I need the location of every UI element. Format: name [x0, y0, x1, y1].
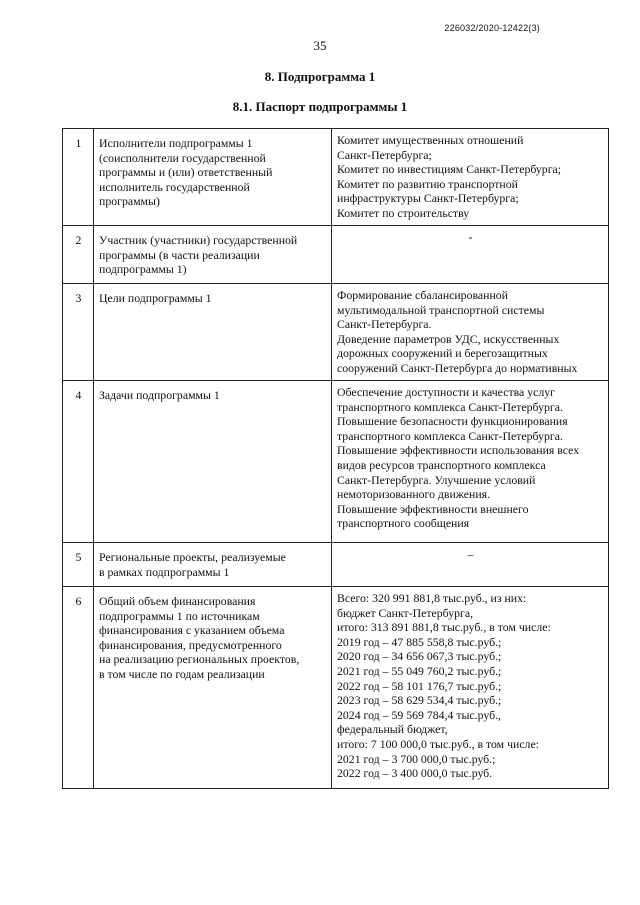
row-number: 1 [63, 129, 94, 226]
cell-text-line: транспортного комплекса Санкт-Петербурга. [337, 428, 563, 443]
cell-text-line: программы) [99, 194, 160, 209]
cell-text-line: 2022 год – 3 400 000,0 тыс.руб. [337, 766, 493, 781]
row-number: 2 [63, 226, 94, 284]
row-label [94, 284, 332, 381]
row-value [332, 381, 609, 543]
cell-text-line: транспортного комплекса Санкт-Петербурга. [337, 399, 563, 414]
row-value [332, 129, 609, 226]
row-value [332, 587, 609, 789]
cell-text-line: Обеспечение доступности и качества услуг [337, 385, 555, 399]
cell-text-line: 2023 год – 58 629 534,4 тыс.руб.; [337, 693, 502, 708]
cell-text-line: Санкт-Петербурга; [337, 147, 432, 162]
cell-text-line: Комитет по инвестициям Санкт-Петербурга; [337, 162, 562, 177]
cell-text-line: программы (в части реализации [99, 247, 260, 262]
cell-text-line: сооружений Санкт-Петербурга до нормативных [337, 360, 578, 375]
cell-text-line: Санкт-Петербурга. Улучшение условий [337, 472, 536, 487]
row-label [94, 381, 332, 543]
cell-text-line: 2021 год – 3 700 000,0 тыс.руб.; [337, 751, 496, 766]
row-number: 5 [63, 543, 94, 587]
cell-text-line: финансирования, предусмотренного [99, 637, 282, 652]
cell-text-line: мультимодальной транспортной системы [337, 302, 545, 317]
cell-text-line: (соисполнители государственной [99, 150, 266, 165]
row-number: 6 [63, 587, 94, 789]
document-id: 226032/2020-12422(3) [444, 23, 540, 33]
cell-text-line: Комитет по развитию транспортной [337, 176, 518, 191]
cell-text-line: Доведение параметров УДС, искусственных [337, 331, 560, 346]
cell-text-line: транспортного сообщения [337, 516, 470, 531]
cell-text-line: 2022 год – 58 101 176,7 тыс.руб.; [337, 678, 502, 693]
page-number: 35 [313, 38, 327, 53]
cell-text-line: Комитет имущественных отношений [337, 133, 524, 147]
cell-text-line: Исполнители подпрограммы 1 [99, 136, 253, 150]
cell-text-line: Задачи подпрограммы 1 [99, 388, 220, 402]
passport-table-body [63, 129, 609, 789]
row-number: 4 [63, 381, 94, 543]
cell-text-line: Повышение безопасности функционирования [337, 414, 568, 429]
cell-text-line: Участник (участники) государственной [99, 233, 298, 247]
cell-text-line: - [468, 230, 473, 244]
cell-text-line: в рамках подпрограммы 1 [99, 564, 230, 579]
cell-text-line: исполнитель государственной [99, 179, 250, 194]
cell-text-line: дорожных сооружений и берегозащитных [337, 346, 548, 361]
cell-text-line: подпрограммы 1 по источникам [99, 608, 260, 623]
row-label [94, 587, 332, 789]
row-value [332, 543, 609, 587]
cell-text-line: Общий объем финансирования [99, 594, 256, 608]
table-row [63, 543, 609, 587]
cell-text-line: Региональные проекты, реализуемые [99, 550, 286, 564]
section-subtitle: 8.1. Паспорт подпрограммы 1 [232, 99, 408, 114]
row-value [332, 284, 609, 381]
cell-text-line: федеральный бюджет, [337, 722, 448, 737]
table-row [63, 284, 609, 381]
cell-text-line: немоторизованного движения. [337, 487, 491, 502]
cell-text-line: Комитет по строительству [337, 205, 470, 220]
cell-text-line: Формирование сбалансированной [337, 288, 508, 302]
cell-text-line: итого: 7 100 000,0 тыс.руб., в том числе: [337, 736, 539, 751]
section-title: 8. Подпрограмма 1 [264, 69, 376, 84]
cell-text-line: в том числе по годам реализации [99, 666, 265, 681]
cell-text-line: 2024 год – 59 569 784,4 тыс.руб., [337, 707, 501, 722]
table-row [63, 129, 609, 226]
row-number: 3 [63, 284, 94, 381]
cell-text-line: 2021 год – 55 049 760,2 тыс.руб.; [337, 663, 502, 678]
table-row [63, 381, 609, 543]
cell-text-line: Повышение эффективности внешнего [337, 501, 529, 516]
row-label [94, 226, 332, 284]
row-label [94, 129, 332, 226]
cell-text-line: программы и (или) ответственный [99, 165, 273, 180]
cell-text-line: на реализацию региональных проектов, [99, 652, 300, 667]
row-value [332, 226, 609, 284]
cell-text-line: инфраструктуры Санкт-Петербурга; [337, 191, 519, 206]
row-label [94, 543, 332, 587]
cell-text-line: 2020 год – 34 656 067,3 тыс.руб.; [337, 649, 502, 664]
cell-text-line: подпрограммы 1) [99, 262, 187, 277]
cell-text-line: финансирования с указанием объема [99, 623, 285, 638]
table-row [63, 587, 609, 789]
cell-text-line: Цели подпрограммы 1 [99, 291, 212, 305]
cell-text-line: 2019 год – 47 885 558,8 тыс.руб.; [337, 634, 502, 649]
cell-text-line: Повышение эффективности использования всех [337, 443, 580, 458]
cell-text-line: бюджет Санкт-Петербурга, [337, 605, 474, 620]
cell-text-line: итого: 313 891 881,8 тыс.руб., в том числе: [337, 620, 551, 635]
cell-text-line: Всего: 320 991 881,8 тыс.руб., из них: [337, 591, 527, 605]
passport-table [62, 128, 609, 789]
cell-text-line: – [467, 547, 474, 561]
cell-text-line: Санкт-Петербурга. [337, 317, 432, 332]
table-row [63, 226, 609, 284]
cell-text-line: видов ресурсов транспортного комплекса [337, 457, 546, 472]
